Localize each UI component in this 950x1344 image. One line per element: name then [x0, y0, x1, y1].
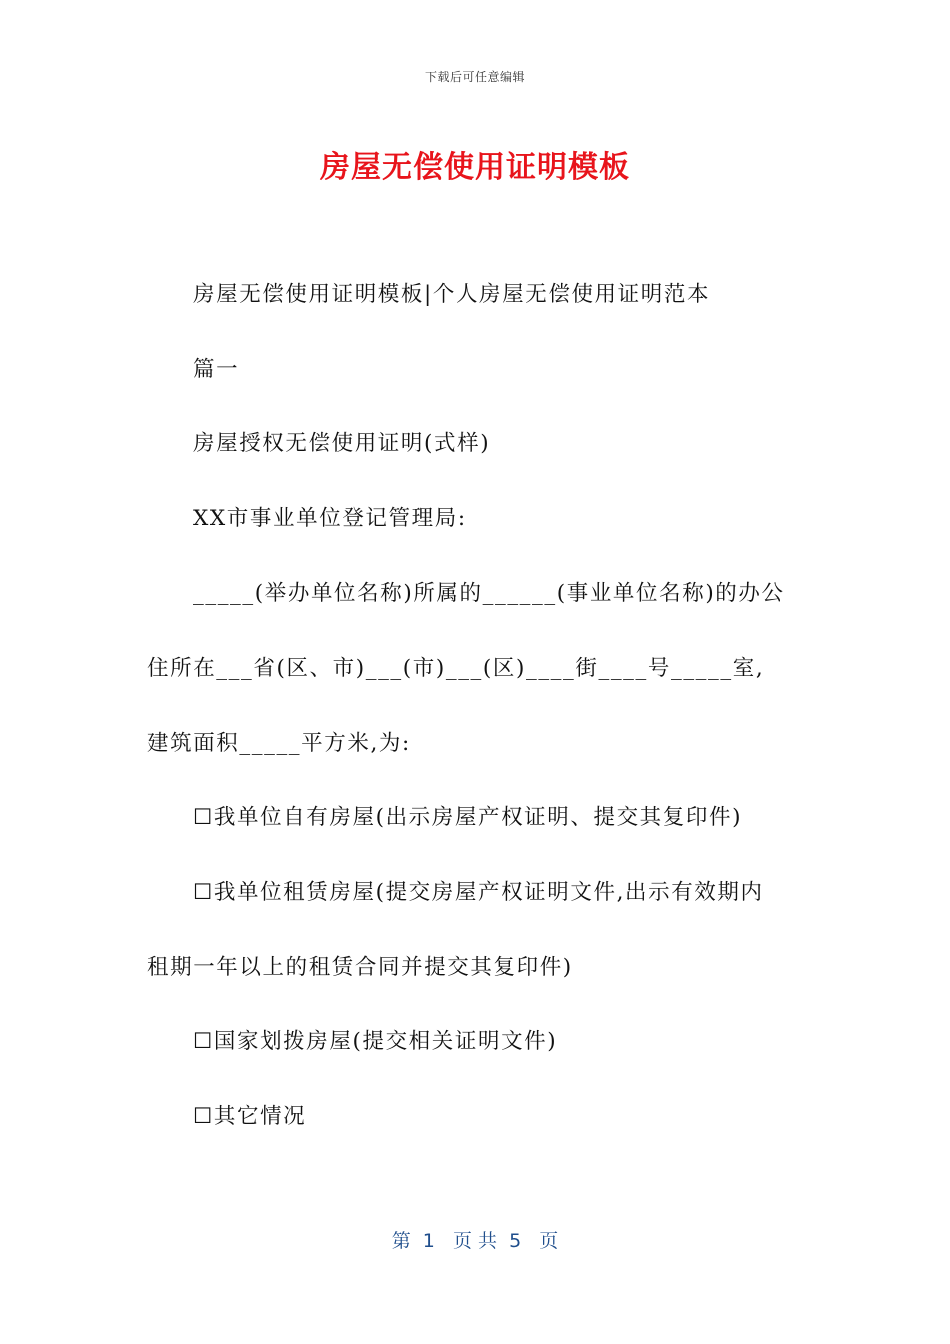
- form-heading: 房屋授权无偿使用证明(式样): [193, 431, 491, 456]
- addressee-line: XX市事业单位登记管理局:: [193, 506, 467, 531]
- section-label: 篇一: [193, 357, 240, 382]
- body-paragraph-line: _____(举办单位名称)所属的______(事业单位名称)的办公: [193, 581, 785, 606]
- checkbox-option-line: ☐其它情况: [193, 1104, 307, 1129]
- body-paragraph-line: 住所在___省(区、市)___(市)___(区)____街____号_____室,: [147, 656, 765, 681]
- page-number-footer: 第 1 页 共 5 页: [391, 1230, 559, 1252]
- checkbox-option-line: ☐我单位自有房屋(出示房屋产权证明、提交其复印件): [193, 805, 743, 830]
- body-paragraph-line: 建筑面积_____平方米,为:: [147, 731, 411, 756]
- checkbox-option-line: ☐我单位租赁房屋(提交房屋产权证明文件,出示有效期内: [193, 880, 764, 905]
- checkbox-option-continuation: 租期一年以上的租赁合同并提交其复印件): [147, 955, 573, 980]
- document-title: 房屋无偿使用证明模板: [320, 150, 630, 185]
- header-note: 下载后可任意编辑: [424, 70, 525, 84]
- subtitle-line: 房屋无偿使用证明模板|个人房屋无偿使用证明范本: [193, 282, 711, 307]
- checkbox-option-line: ☐国家划拨房屋(提交相关证明文件): [193, 1029, 558, 1054]
